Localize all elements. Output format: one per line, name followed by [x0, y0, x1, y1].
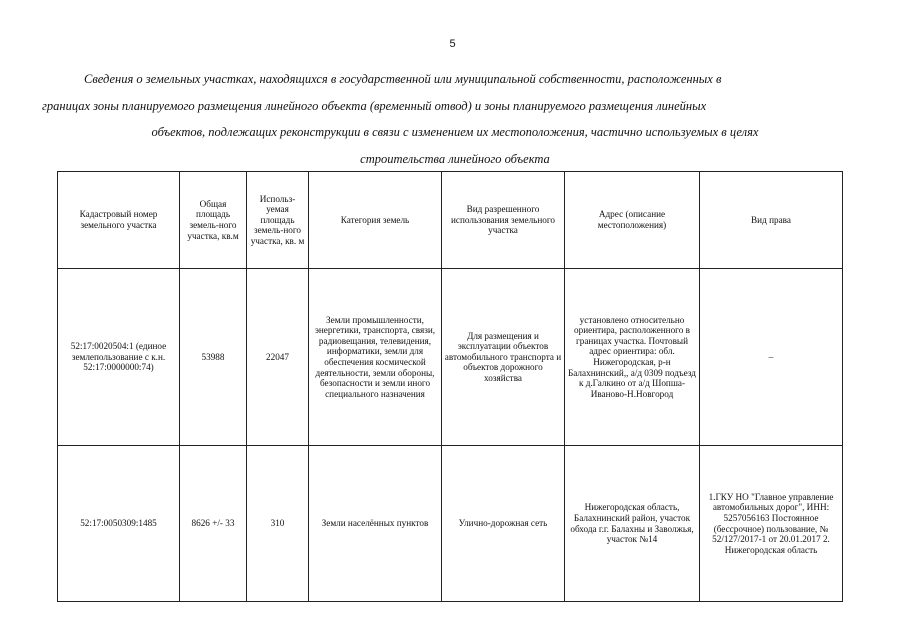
document-heading [42, 66, 864, 172]
header-cadastral: Кадастровый номер земельного участка [58, 172, 180, 269]
cell-category: Земли населённых пунктов [309, 446, 442, 602]
cell-total-area: 53988 [180, 269, 247, 446]
heading-line-1: Сведения о земельных участках, находящихся в государственной или муниципальной собственности, расположенных в [84, 72, 722, 86]
table-row [58, 446, 843, 602]
cell-used-area: 310 [247, 446, 309, 602]
cell-cadastral: 52:17:0020504:1 (единое землепользование с к.н. 52:17:0000000:74) [58, 269, 180, 446]
cell-category: Земли промышленности, энергетики, транспорта, связи, радиовещания, телевидения, информатики, земли для обеспечения космической деятельности, земли обороны, безопасности и земли иного специального назначения [309, 269, 442, 446]
header-address: Адрес (описание местоположения) [565, 172, 700, 269]
cell-cadastral: 52:17:0050309:1485 [58, 446, 180, 602]
cell-permitted-use: Для размещения и эксплуатации объектов автомобильного транспорта и объектов дорожного хозяйства [442, 269, 565, 446]
cell-right-type: – [700, 269, 843, 446]
land-plots-table [57, 171, 843, 602]
heading-line-2: границах зоны планируемого размещения линейного объекта (временный отвод) и зоны планируемого размещения линейных [42, 98, 707, 113]
table-header-row [58, 172, 843, 269]
cell-total-area: 8626 +/- 33 [180, 446, 247, 602]
page-number: 5 [449, 38, 456, 50]
cell-permitted-use: Улично-дорожная сеть [442, 446, 565, 602]
header-used-area: Использ-уемая площадь земель-ного участка, кв. м [247, 172, 309, 269]
header-category: Категория земель [309, 172, 442, 269]
header-total-area: Общая площадь земель-ного участка, кв.м [180, 172, 247, 269]
cell-right-type: 1.ГКУ НО "Главное управление автомобильных дорог", ИНН: 5257056163 Постоянное (бессрочное) пользование, № 52/127/2017-1 от 20.01.2017 2. Нижегородская область [700, 446, 843, 602]
heading-line-4: строительства линейного объекта [360, 151, 550, 166]
heading-line-3: объектов, подлежащих реконструкции в связи с изменением их местоположения, частично используемых в целях [151, 125, 759, 139]
cell-used-area: 22047 [247, 269, 309, 446]
cell-address: Нижегородская область, Балахнинский район, участок обхода г.г. Балахны и Заволжья, участок №14 [565, 446, 700, 602]
header-permitted-use: Вид разрешенного использования земельного участка [442, 172, 565, 269]
table-row [58, 269, 843, 446]
cell-address: установлено относительно ориентира, расположенного в границах участка. Почтовый адрес ориентира: обл. Нижегородская, р-н Балахнинский,, а/д 0309 подъезд к д.Галкино от а/д Шопша-Иваново-Н.Новгород [565, 269, 700, 446]
header-right-type: Вид права [700, 172, 843, 269]
